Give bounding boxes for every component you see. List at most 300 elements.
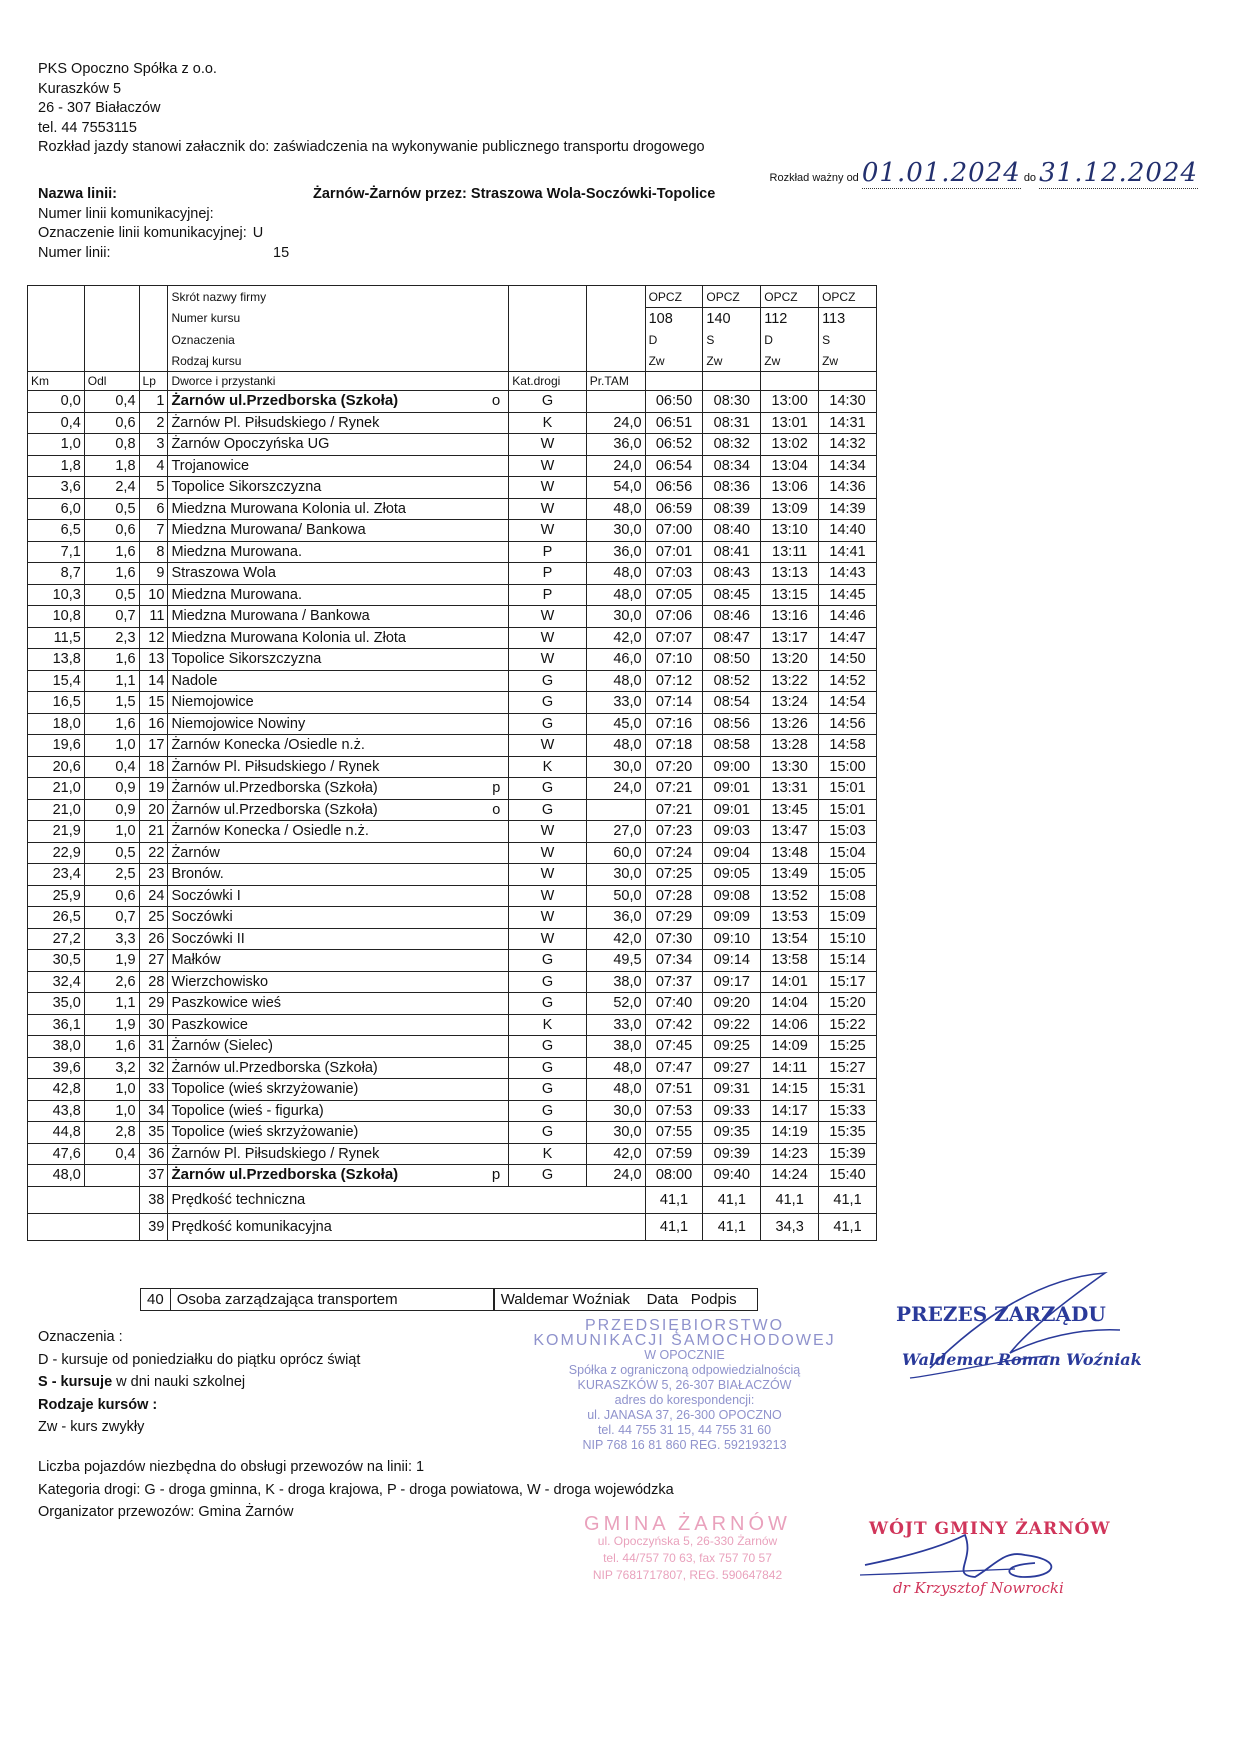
lp-cell: 3 [139, 434, 168, 456]
president-signature [890, 1258, 1160, 1408]
departure-time-cell: 09:08 [703, 885, 761, 907]
stop-cell [168, 907, 509, 929]
stop-name: Paszkowice wieś [171, 995, 282, 1012]
president-signature-scribble [890, 1258, 1160, 1408]
speed-cell: 48,0 [586, 563, 645, 585]
table-row [28, 1036, 877, 1058]
departure-time-cell: 09:03 [703, 821, 761, 843]
odl-cell: 0,7 [84, 606, 139, 628]
lp-cell: 5 [139, 477, 168, 499]
departure-time-cell: 13:13 [761, 563, 819, 585]
km-cell: 27,2 [28, 928, 85, 950]
company-phone: tel. 44 7553115 [38, 119, 137, 136]
departure-time-cell: 07:06 [645, 606, 703, 628]
departure-time-cell: 07:23 [645, 821, 703, 843]
stop-name: Topolice (wieś - figurka) [171, 1102, 324, 1119]
legend-s [38, 1371, 360, 1394]
table-row [28, 756, 877, 778]
line-designation-label: Oznaczenie linii komunikacyjnej: [38, 225, 247, 241]
manager-sign: Podpis [690, 1291, 737, 1308]
stop-cell [168, 649, 509, 671]
km-cell: 6,0 [28, 498, 85, 520]
stop-name: Trojanowice [171, 457, 250, 474]
timetable-summary [28, 1186, 877, 1240]
lp-cell: 4 [139, 455, 168, 477]
transport-manager-box [140, 1288, 758, 1311]
odl-cell: 3,2 [84, 1057, 139, 1079]
departure-time-cell: 07:42 [645, 1014, 703, 1036]
road-category-cell: G [509, 1057, 586, 1079]
odl-cell: 0,5 [84, 584, 139, 606]
road-category-cell: W [509, 520, 586, 542]
odl-cell: 2,8 [84, 1122, 139, 1144]
departure-time-cell: 15:14 [819, 950, 877, 972]
lp-cell: 30 [139, 1014, 168, 1036]
stop-cell [168, 1143, 509, 1165]
lp-cell: 8 [139, 541, 168, 563]
departure-time-cell: 08:30 [703, 391, 761, 413]
road-category-cell: W [509, 434, 586, 456]
stop-name: Miedzna Murowana Kolonia ul. Złota [171, 629, 406, 646]
departure-time-cell: 14:01 [761, 971, 819, 993]
km-cell: 39,6 [28, 1057, 85, 1079]
km-cell: 21,9 [28, 821, 85, 843]
course-mark: S [819, 329, 877, 350]
summary-lp: 38 [139, 1186, 168, 1213]
departure-time-cell: 09:20 [703, 993, 761, 1015]
stop-cell [168, 412, 509, 434]
lp-cell: 6 [139, 498, 168, 520]
departure-time-cell: 09:10 [703, 928, 761, 950]
odl-cell: 1,9 [84, 1014, 139, 1036]
departure-time-cell: 13:04 [761, 455, 819, 477]
table-row [28, 606, 877, 628]
departure-time-cell: 15:31 [819, 1079, 877, 1101]
course-number: 108 [645, 308, 703, 330]
table-row [28, 799, 877, 821]
departure-time-cell: 13:17 [761, 627, 819, 649]
manager-label: Osoba zarządzająca transportem [170, 1289, 494, 1311]
km-cell: 36,1 [28, 1014, 85, 1036]
company-stamp-line: tel. 44 755 31 15, 44 755 31 60 [597, 1423, 772, 1437]
odl-cell: 1,0 [84, 1079, 139, 1101]
company-stamp-line: ul. JANASA 37, 26-300 OPOCZNO [587, 1408, 782, 1422]
stop-name: Żarnów Opoczyńska UG [171, 436, 330, 453]
km-cell: 32,4 [28, 971, 85, 993]
road-category-cell: W [509, 864, 586, 886]
departure-time-cell: 15:03 [819, 821, 877, 843]
departure-time-cell: 09:05 [703, 864, 761, 886]
stop-cell [168, 520, 509, 542]
summary-row [28, 1186, 877, 1213]
line-name-label: Nazwa linii: [38, 186, 117, 202]
odl-cell: 2,4 [84, 477, 139, 499]
departure-time-cell: 14:09 [761, 1036, 819, 1058]
departure-time-cell: 07:37 [645, 971, 703, 993]
table-row [28, 778, 877, 800]
table-row [28, 391, 877, 413]
departure-time-cell: 13:49 [761, 864, 819, 886]
stop-cell [168, 799, 509, 821]
departure-time-cell: 07:20 [645, 756, 703, 778]
road-category-cell: G [509, 1036, 586, 1058]
departure-time-cell: 07:40 [645, 993, 703, 1015]
table-row [28, 434, 877, 456]
odl-cell: 0,4 [84, 391, 139, 413]
stop-cell [168, 713, 509, 735]
departure-time-cell: 13:15 [761, 584, 819, 606]
lp-cell: 18 [139, 756, 168, 778]
km-cell: 25,9 [28, 885, 85, 907]
speed-cell: 54,0 [586, 477, 645, 499]
departure-time-cell: 08:54 [703, 692, 761, 714]
departure-time-cell: 07:29 [645, 907, 703, 929]
stop-cell [168, 692, 509, 714]
lp-cell: 26 [139, 928, 168, 950]
departure-time-cell: 14:31 [819, 412, 877, 434]
departure-time-cell: 07:00 [645, 520, 703, 542]
km-cell: 11,5 [28, 627, 85, 649]
table-row [28, 735, 877, 757]
departure-time-cell: 13:53 [761, 907, 819, 929]
departure-time-cell: 07:07 [645, 627, 703, 649]
odl-cell: 1,0 [84, 735, 139, 757]
meta-label-number: Numer kursu [168, 308, 509, 330]
departure-time-cell: 15:17 [819, 971, 877, 993]
col-lp: Lp [139, 372, 168, 391]
stop-cell [168, 584, 509, 606]
departure-time-cell: 13:16 [761, 606, 819, 628]
departure-time-cell: 09:33 [703, 1100, 761, 1122]
road-categories-note: Kategoria drogi: G - droga gminna, K - droga krajowa, P - droga powiatowa, W - droga wojewódzka [38, 1481, 674, 1498]
departure-time-cell: 09:00 [703, 756, 761, 778]
table-row [28, 584, 877, 606]
road-category-cell: P [509, 541, 586, 563]
road-category-cell: K [509, 1014, 586, 1036]
odl-cell: 1,6 [84, 713, 139, 735]
odl-cell: 0,5 [84, 842, 139, 864]
speed-cell: 42,0 [586, 1143, 645, 1165]
company-stamp-line: PRZEDSIĘBIORSTWO [584, 1317, 785, 1334]
lp-cell: 32 [139, 1057, 168, 1079]
departure-time-cell: 14:23 [761, 1143, 819, 1165]
departure-time-cell: 15:35 [819, 1122, 877, 1144]
stop-name: Żarnów ul.Przedborska (Szkoła) [171, 780, 378, 797]
valid-label: Rozkład ważny od [769, 172, 859, 184]
course-firm: OPCZ [761, 286, 819, 308]
speed-cell: 48,0 [586, 1079, 645, 1101]
stop-name: Straszowa Wola [171, 565, 276, 582]
departure-time-cell: 14:30 [819, 391, 877, 413]
speed-cell: 36,0 [586, 907, 645, 929]
lp-cell: 10 [139, 584, 168, 606]
meta-label-firm: Skrót nazwy firmy [168, 286, 509, 308]
course-type: Zw [703, 350, 761, 372]
departure-time-cell: 13:11 [761, 541, 819, 563]
stop-name: Żarnów ul.Przedborska (Szkoła) [171, 1059, 378, 1076]
table-row [28, 821, 877, 843]
stop-cell [168, 455, 509, 477]
lp-cell: 15 [139, 692, 168, 714]
company-stamp-line: KURASZKÓW 5, 26-307 BIAŁACZÓW [577, 1378, 792, 1392]
stop-cell [168, 1165, 509, 1187]
departure-time-cell: 15:01 [819, 778, 877, 800]
stop-cell [168, 735, 509, 757]
table-row [28, 971, 877, 993]
legend-s-prefix: S - kursuje [38, 1374, 113, 1390]
table-row [28, 455, 877, 477]
summary-label: Prędkość techniczna [168, 1186, 645, 1213]
lp-cell: 35 [139, 1122, 168, 1144]
odl-cell [84, 1165, 139, 1187]
road-category-cell: G [509, 692, 586, 714]
km-cell: 10,3 [28, 584, 85, 606]
departure-time-cell: 14:11 [761, 1057, 819, 1079]
stop-name: Żarnów Pl. Piłsudskiego / Rynek [171, 414, 380, 431]
odl-cell: 0,4 [84, 756, 139, 778]
speed-cell: 48,0 [586, 735, 645, 757]
stop-flag: p [492, 780, 501, 796]
summary-label: Prędkość komunikacyjna [168, 1213, 645, 1240]
speed-cell: 48,0 [586, 670, 645, 692]
odl-cell: 2,6 [84, 971, 139, 993]
lp-cell: 36 [139, 1143, 168, 1165]
lp-cell: 9 [139, 563, 168, 585]
departure-time-cell: 14:54 [819, 692, 877, 714]
stop-cell [168, 1079, 509, 1101]
stop-name: Żarnów [171, 844, 220, 861]
departure-time-cell: 07:12 [645, 670, 703, 692]
stop-name: Soczówki [171, 909, 233, 926]
road-category-cell: G [509, 1079, 586, 1101]
stop-cell [168, 842, 509, 864]
stop-cell [168, 606, 509, 628]
km-cell: 42,8 [28, 1079, 85, 1101]
departure-time-cell: 13:47 [761, 821, 819, 843]
departure-time-cell: 15:20 [819, 993, 877, 1015]
speed-cell: 52,0 [586, 993, 645, 1015]
departure-time-cell: 08:34 [703, 455, 761, 477]
stop-cell [168, 1057, 509, 1079]
departure-time-cell: 08:00 [645, 1165, 703, 1187]
road-category-cell: G [509, 950, 586, 972]
summary-value: 41,1 [645, 1213, 703, 1240]
stop-cell [168, 864, 509, 886]
departure-time-cell: 08:56 [703, 713, 761, 735]
lp-cell: 11 [139, 606, 168, 628]
road-category-cell: W [509, 477, 586, 499]
km-cell: 19,6 [28, 735, 85, 757]
road-category-cell: K [509, 412, 586, 434]
departure-time-cell: 13:58 [761, 950, 819, 972]
col-stop: Dworce i przystanki [168, 372, 509, 391]
departure-time-cell: 06:56 [645, 477, 703, 499]
speed-cell: 42,0 [586, 627, 645, 649]
road-category-cell: G [509, 1165, 586, 1187]
odl-cell: 0,5 [84, 498, 139, 520]
odl-cell: 3,3 [84, 928, 139, 950]
departure-time-cell: 15:33 [819, 1100, 877, 1122]
km-cell: 23,4 [28, 864, 85, 886]
departure-time-cell: 06:59 [645, 498, 703, 520]
departure-time-cell: 14:15 [761, 1079, 819, 1101]
speed-cell: 24,0 [586, 778, 645, 800]
table-row [28, 713, 877, 735]
departure-time-cell: 07:47 [645, 1057, 703, 1079]
departure-time-cell: 06:54 [645, 455, 703, 477]
lp-cell: 7 [139, 520, 168, 542]
speed-cell: 49,5 [586, 950, 645, 972]
departure-time-cell: 15:39 [819, 1143, 877, 1165]
speed-cell: 46,0 [586, 649, 645, 671]
road-category-cell: G [509, 391, 586, 413]
stop-name: Topolice (wieś skrzyżowanie) [171, 1081, 359, 1098]
lp-cell: 14 [139, 670, 168, 692]
km-cell: 26,5 [28, 907, 85, 929]
stop-cell [168, 541, 509, 563]
president-title: PREZES ZARZĄDU [896, 1302, 1106, 1326]
stop-name: Niemojowice [171, 694, 254, 711]
road-category-cell: G [509, 993, 586, 1015]
departure-time-cell: 13:02 [761, 434, 819, 456]
departure-time-cell: 15:22 [819, 1014, 877, 1036]
legend [38, 1326, 360, 1439]
valid-to: 31.12.2024 [1039, 158, 1198, 188]
departure-time-cell: 07:14 [645, 692, 703, 714]
company-stamp-line: W OPOCZNIE [644, 1348, 725, 1362]
stop-name: Żarnów Pl. Piłsudskiego / Rynek [171, 1145, 380, 1162]
stop-cell [168, 670, 509, 692]
speed-cell: 42,0 [586, 928, 645, 950]
stop-cell [168, 993, 509, 1015]
table-row [28, 649, 877, 671]
departure-time-cell: 07:24 [645, 842, 703, 864]
stop-cell [168, 971, 509, 993]
departure-time-cell: 08:50 [703, 649, 761, 671]
table-row [28, 885, 877, 907]
document-title: Rozkład jazdy stanowi załacznik do: zaświadczenia na wykonywanie publicznego transportu drogowego [38, 139, 705, 155]
departure-time-cell: 07:01 [645, 541, 703, 563]
manager-date: Data [646, 1291, 679, 1308]
validity-period [770, 158, 1198, 189]
odl-cell: 1,1 [84, 670, 139, 692]
departure-time-cell: 13:20 [761, 649, 819, 671]
km-cell: 0,0 [28, 391, 85, 413]
table-row [28, 498, 877, 520]
road-category-cell: W [509, 821, 586, 843]
road-category-cell: G [509, 778, 586, 800]
odl-cell: 1,6 [84, 563, 139, 585]
km-cell: 38,0 [28, 1036, 85, 1058]
speed-cell: 38,0 [586, 1036, 645, 1058]
departure-time-cell: 15:05 [819, 864, 877, 886]
departure-time-cell: 08:46 [703, 606, 761, 628]
departure-time-cell: 07:45 [645, 1036, 703, 1058]
stop-flag: o [492, 801, 501, 818]
wojt-signature [855, 1505, 1155, 1615]
table-row [28, 477, 877, 499]
odl-cell: 1,5 [84, 692, 139, 714]
departure-time-cell: 09:14 [703, 950, 761, 972]
gmina-stamp-line: ul. Opoczyńska 5, 26-330 Żarnów [597, 1534, 778, 1548]
stop-name: Żarnów ul.Przedborska (Szkoła) [171, 801, 378, 818]
valid-to-label: do [1023, 172, 1037, 184]
stop-cell [168, 1036, 509, 1058]
col-speed: Pr.TAM [586, 372, 645, 391]
timetable [27, 285, 877, 1241]
odl-cell: 1,6 [84, 1036, 139, 1058]
stop-cell [168, 821, 509, 843]
km-cell: 21,0 [28, 799, 85, 821]
departure-time-cell: 13:48 [761, 842, 819, 864]
wojt-name: dr Krzysztof Nowrocki [893, 1579, 1064, 1597]
departure-time-cell: 13:10 [761, 520, 819, 542]
company-name: PKS Opoczno Spółka z o.o. [38, 61, 217, 77]
km-cell: 21,0 [28, 778, 85, 800]
road-category-cell: K [509, 756, 586, 778]
summary-value: 41,1 [703, 1186, 761, 1213]
departure-time-cell: 09:31 [703, 1079, 761, 1101]
km-cell: 35,0 [28, 993, 85, 1015]
stop-name: Topolice Sikorszczyzna [171, 479, 322, 496]
road-category-cell: P [509, 584, 586, 606]
road-category-cell: G [509, 799, 586, 821]
departure-time-cell: 14:46 [819, 606, 877, 628]
km-cell: 43,8 [28, 1100, 85, 1122]
stop-flag: o [491, 392, 501, 409]
odl-cell: 1,9 [84, 950, 139, 972]
company-stamp-line: adres do korespondencji: [614, 1393, 755, 1407]
speed-cell: 33,0 [586, 692, 645, 714]
col-odl: Odl [84, 372, 139, 391]
summary-value: 41,1 [645, 1186, 703, 1213]
departure-time-cell: 09:04 [703, 842, 761, 864]
departure-time-cell: 14:24 [761, 1165, 819, 1187]
departure-time-cell: 13:45 [761, 799, 819, 821]
table-row [28, 1143, 877, 1165]
course-type: Zw [819, 350, 877, 372]
odl-cell: 0,6 [84, 520, 139, 542]
column-header-row [28, 372, 877, 391]
departure-time-cell: 14:47 [819, 627, 877, 649]
departure-time-cell: 13:22 [761, 670, 819, 692]
departure-time-cell: 08:52 [703, 670, 761, 692]
departure-time-cell: 15:40 [819, 1165, 877, 1187]
course-mark: D [761, 329, 819, 350]
departure-time-cell: 15:09 [819, 907, 877, 929]
departure-time-cell: 08:32 [703, 434, 761, 456]
speed-cell: 36,0 [586, 434, 645, 456]
legend-title: Oznaczenia : [38, 1329, 123, 1345]
departure-time-cell: 07:59 [645, 1143, 703, 1165]
departure-time-cell: 09:01 [703, 778, 761, 800]
departure-time-cell: 06:51 [645, 412, 703, 434]
odl-cell: 0,6 [84, 885, 139, 907]
departure-time-cell: 14:19 [761, 1122, 819, 1144]
road-category-cell: G [509, 1122, 586, 1144]
road-category-cell: G [509, 971, 586, 993]
gmina-stamp-line: GMINA ŻARNÓW [584, 1513, 791, 1535]
road-category-cell: W [509, 649, 586, 671]
departure-time-cell: 14:43 [819, 563, 877, 585]
lp-cell: 22 [139, 842, 168, 864]
company-street: Kuraszków 5 [38, 80, 122, 97]
timetable-body [28, 391, 877, 1187]
departure-time-cell: 08:36 [703, 477, 761, 499]
departure-time-cell: 08:43 [703, 563, 761, 585]
lp-cell: 16 [139, 713, 168, 735]
km-cell: 0,4 [28, 412, 85, 434]
